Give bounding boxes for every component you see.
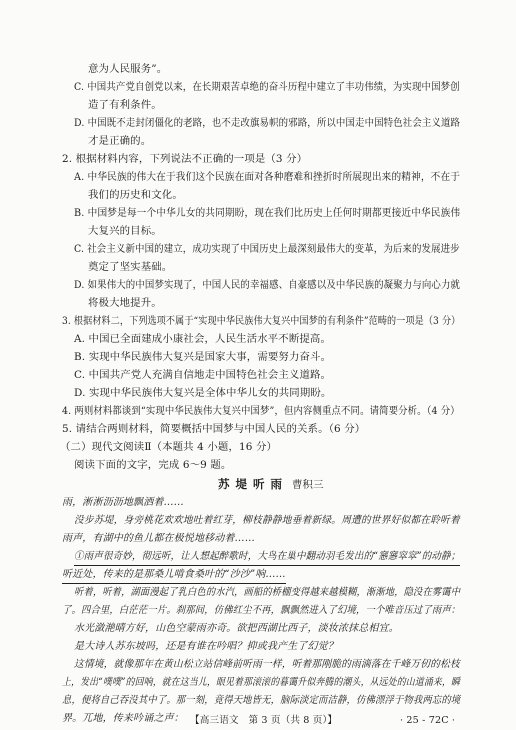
text-line: 4. 两则材料都谈到“实现中华民族伟大复兴中国梦”，但内容侧重点不同。请简要分析。（4 分）: [62, 405, 460, 417]
story-line: 了。四合里，白茫茫一片。刹那间，仿佛红尘不再，飘飘然进入了幻境，一个唯音压过了雨声：: [62, 605, 461, 616]
text-line: 才是正确的。: [88, 135, 152, 147]
text-line: D. 中国既不走封闭僵化的老路，也不走改旗易帜的邪路，所以中国走中国特色社会主义道路: [74, 117, 461, 129]
text-line: A. 中华民族的伟大在于我们这个民族在面对各种磨难和挫折时所展现出来的精神，不在于: [74, 171, 461, 183]
text-line: B. 中国梦是每一个中华儿女的共同期盼，现在我们比历史上任何时期都更接近中华民族伟: [74, 207, 461, 219]
text-line: A. 中国已全面建成小康社会，人民生活水平不断提高。: [74, 333, 331, 345]
story-title: 苏堤听雨: [218, 477, 288, 491]
text-line: 阅读下面的文字，完成 6～9 题。: [74, 459, 232, 471]
text-line: 2. 根据材料内容，下列说法不正确的一项是（3 分）: [62, 153, 308, 165]
story-line: ①雨声很奇妙，彻远听，让人想起醉歌时，大鸟在巢中翻动羽毛发出的“窸窸窣窣”的动静；: [74, 550, 460, 566]
doc-code: · 25 - 72C ·: [400, 715, 456, 726]
text-line: C. 社会主义新中国的建立，成功实现了中国历史上最深刻最伟大的变革，为后来的发展进步: [74, 243, 460, 255]
story-author: 曹积三: [292, 479, 324, 491]
story-line: 听近处，传来的是那桑儿啃食桑叶的“沙沙”响……: [62, 568, 286, 584]
story-line: 没步苏堤，身旁桃花欢欢地吐着红芽，柳枝静静地垂着新绿。周遭的世界好似都在聆听着: [74, 515, 460, 526]
text-line: 奠定了坚实基础。: [88, 261, 173, 273]
story-line: 听着，听着，湖面漫起了乳白色的水汽，画船的桥棚变得越来越模糊，渐渐地，隐没在雾霭中: [74, 587, 461, 598]
text-line: 将极大地提升。: [88, 297, 162, 309]
story-line: 这情境，就像那年在黄山松立站信峰前听雨一样，听着那刚脆的雨滴落在千峰万仞的松枝: [74, 659, 460, 670]
text-line: 3. 根据材料二，下列选项不属于“实现中华民族伟大复兴中国梦的有利条件”范畴的一项是（3 分）: [62, 315, 461, 327]
text-line: D. 如果伟大的中国梦实现了，中国人民的幸福感、自豪感以及中华民族的凝聚力与向心力就: [74, 279, 461, 291]
text-line: 意为人民服务”。: [88, 63, 168, 75]
text-line: C. 中国共产党自创党以来，在长期艰苦卓绝的奋斗历程中建立了丰功伟绩，为实现中国梦创: [74, 81, 460, 93]
page-footer: 【高三语文 第 3 页（共 8 页）】: [190, 715, 338, 726]
text-line: 造了有利条件。: [88, 99, 162, 111]
text-line: 大复兴的目标。: [88, 225, 162, 237]
text-line: D. 实现中华民族伟大复兴是全体中华儿女的共同期盼。: [74, 387, 332, 399]
story-line: 息，便将自己吞没其中了。那一刻，竟得天地皆无，脑际淡定而洁静，仿佛漂浮于物我两忘的境: [62, 695, 461, 706]
story-line: 上，发出“噗噗”的回响，就在这当儿，眼见着那滚滚的暮霭升似奔腾的潮头，从远处的山道涌来，瞬: [62, 677, 460, 688]
story-line: 水光潋滟晴方好，山色空蒙雨亦奇。欲把西湖比西子，淡妆浓抹总相宜。: [74, 623, 399, 634]
text-line: B. 实现中华民族伟大复兴是国家大事，需要努力奋斗。: [74, 351, 332, 363]
text-line: 我们的历史和文化。: [88, 189, 183, 201]
story-line: 雨，淅淅沥沥地飘洒着……: [62, 497, 184, 508]
story-line: 雨声，有湖中的鱼儿都在极悦地移动着……: [62, 533, 255, 544]
text-line: C. 中国共产党人充满自信地走中国特色社会主义道路。: [74, 369, 332, 381]
story-line: 是大诗人苏东坡吗，还是有谁在吟唱？抑或我产生了幻觉？: [74, 641, 338, 652]
text-line: 5. 请结合两则材料，简要概括中国梦与中国人民的关系。（6 分）: [62, 423, 366, 435]
story-line: 界。兀地，传来吟诵之声：: [62, 713, 184, 724]
text-line: （二）现代文阅读Ⅱ（本题共 4 小题，16 分）: [60, 441, 278, 453]
